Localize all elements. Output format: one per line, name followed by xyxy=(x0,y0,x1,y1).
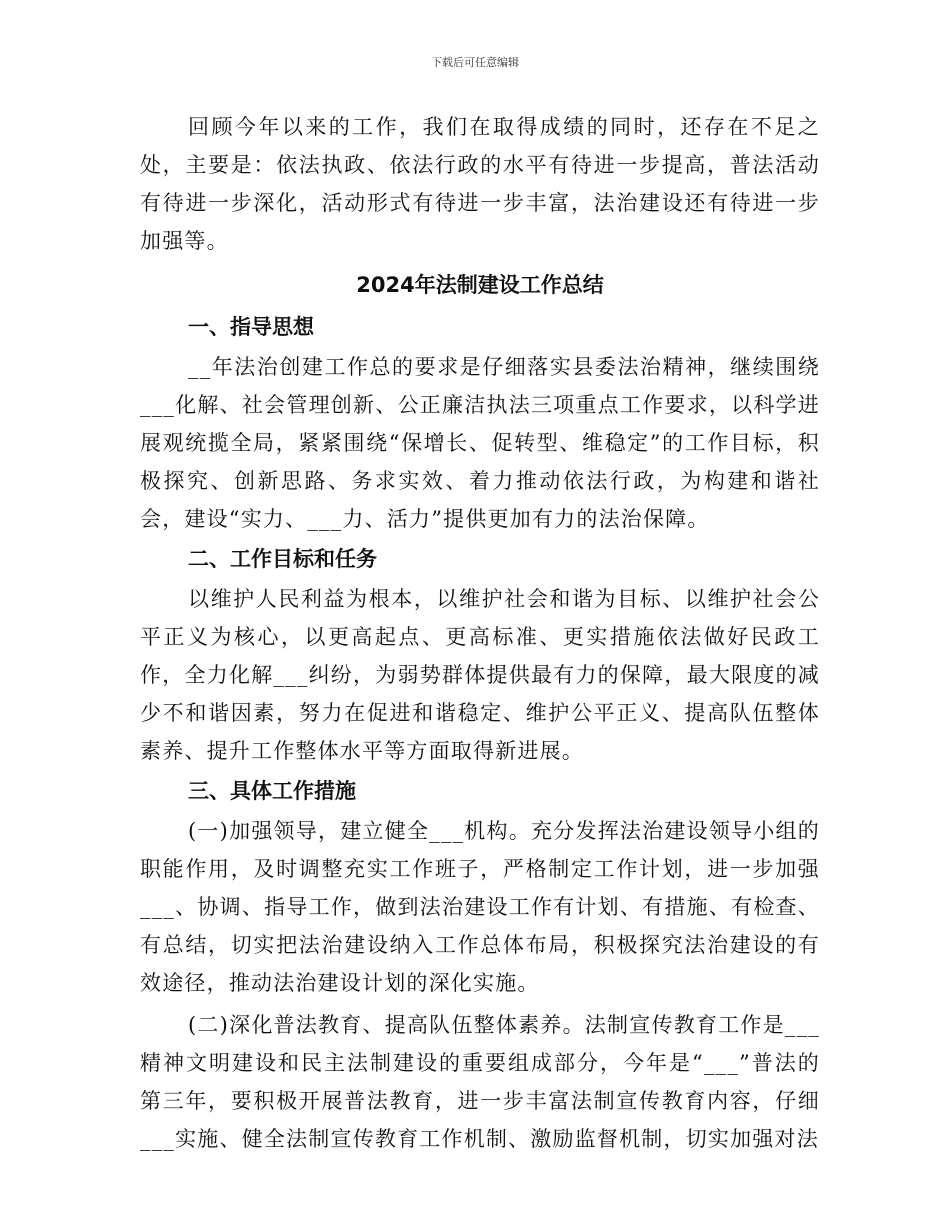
document-body xyxy=(140,108,820,1158)
section-paragraph: 以维护人民利益为根本，以维护社会和谐为目标、以维护社会公平正义为核心，以更高起点、更高标准、更实措施依法做好民政工作，全力化解___纠纷，为弱势群体提供最有力的保障，最大限度的减少不和谐因素，努力在促进和谐稳定、维护公平正义、提高队伍整体素养、提升工作整体水平等方面取得新进展。 xyxy=(140,587,820,763)
document-title: 2024年法制建设工作总结 xyxy=(356,273,604,297)
page-header: 下载后可任意编辑 xyxy=(431,56,519,69)
intro-paragraph: 回顾今年以来的工作，我们在取得成绩的同时，还存在不足之处，主要是：依法执政、依法行政的水平有待进一步提高，普法活动有待进一步深化，活动形式有待进一步丰富，法治建设还有待进一步加强等。 xyxy=(140,115,820,253)
section-paragraph: (一)加强领导，建立健全___机构。充分发挥法治建设领导小组的职能作用，及时调整充实工作班子，严格制定工作计划，进一步加强___、协调、指导工作，做到法治建设工作有计划、有措施、有检查、有总结，切实把法治建设纳入工作总体布局，积极探究法治建设的有效途径，推动法治建设计划的深化实施。 xyxy=(140,819,820,995)
section-paragraph: (二)深化普法教育、提高队伍整体素养。法制宣传教育工作是___精神文明建设和民主法制建设的重要组成部分，今年是“___”普法的第三年，要积极开展普法教育，进一步丰富法制宣传教育内容，仔细___实施、健全法制宣传教育工作机制、激励监督机制，切实加强对法 xyxy=(140,1013,820,1151)
section-heading-guiding-ideology: 一、指导思想 xyxy=(188,315,314,339)
section-paragraph: __年法治创建工作总的要求是仔细落实县委法治精神，继续围绕___化解、社会管理创新、公正廉洁执法三项重点工作要求，以科学进展观统揽全局，紧紧围绕“保增长、促转型、维稳定”的工作目标，积极探究、创新思路、务求实效、着力推动依法行政，为构建和谐社会，建设“实力、___力、活力”提供更加有力的法治保障。 xyxy=(140,355,820,531)
section-heading-goals-tasks: 二、工作目标和任务 xyxy=(188,547,377,571)
section-heading-measures: 三、具体工作措施 xyxy=(188,779,356,803)
